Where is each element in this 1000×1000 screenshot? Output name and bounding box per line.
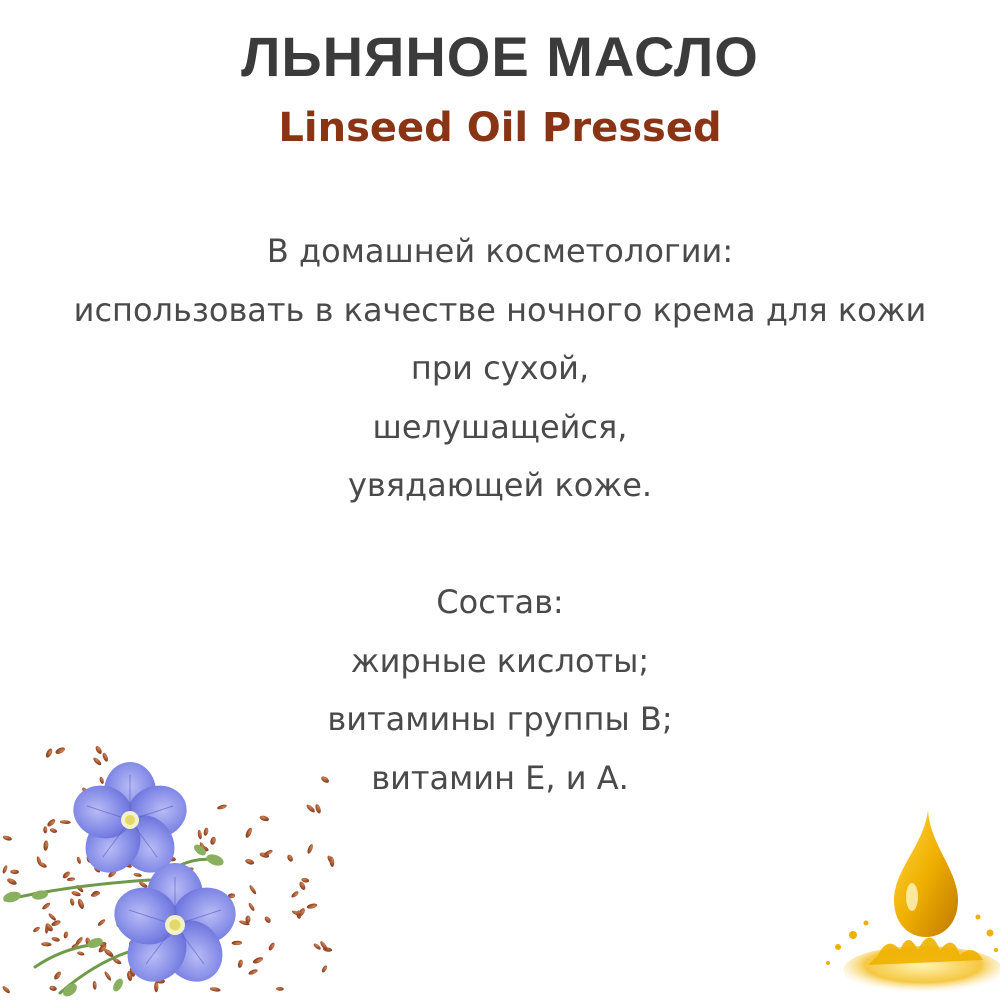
composition-item: витамин Е, и А. <box>371 758 629 797</box>
flax-seed <box>306 843 314 854</box>
flax-seed <box>197 829 202 839</box>
usage-line: использовать в качестве ночного крема для кожи <box>73 290 927 329</box>
flax-seed <box>53 970 62 980</box>
flax-seed <box>10 869 19 874</box>
flax-seed <box>49 827 57 833</box>
composition-heading: Состав: <box>436 583 564 621</box>
flax-seed <box>43 840 49 851</box>
flax-seed <box>286 854 294 863</box>
flax-seed <box>46 818 56 828</box>
flax-seed <box>41 942 52 947</box>
flax-seed <box>314 803 322 814</box>
flax-seed <box>232 941 243 946</box>
flax-seed <box>51 919 62 927</box>
flax-seed <box>54 746 66 755</box>
flax-flowers-and-seeds-image <box>0 735 340 1000</box>
flax-seed <box>48 912 58 921</box>
flax-seed <box>259 815 270 823</box>
flax-seed <box>60 820 71 824</box>
flax-seed <box>51 936 60 942</box>
flax-seed <box>1 985 11 994</box>
flax-seed <box>32 926 40 933</box>
flax-seed <box>306 903 318 910</box>
composition-item: витамины группы В; <box>327 700 673 738</box>
flax-seed <box>209 986 221 992</box>
flax-seed <box>248 884 257 895</box>
usage-line: шелушащейся, <box>372 407 628 446</box>
oil-drop <box>894 810 958 937</box>
flax-seed <box>248 968 259 976</box>
flax-seed <box>76 856 82 864</box>
flax-seed <box>94 745 103 755</box>
flax-seed <box>67 877 76 882</box>
product-title-english: Linseed Oil Pressed <box>278 105 722 151</box>
flax-seed <box>268 942 276 952</box>
flax-seed <box>101 752 109 762</box>
flax-seed <box>97 918 106 927</box>
flax-seed <box>45 748 54 759</box>
usage-heading: В домашней косметологии: <box>266 232 734 270</box>
flax-seed <box>290 890 299 899</box>
flax-seed <box>71 890 81 897</box>
flax-seed <box>43 826 47 833</box>
flax-seed <box>252 956 264 965</box>
composition-item: жирные кислоты; <box>350 641 650 680</box>
flax-seed <box>305 803 316 813</box>
flax-seed <box>63 931 69 939</box>
flax-seed <box>41 902 51 911</box>
flax-seed <box>2 835 12 842</box>
flax-seed <box>313 942 322 950</box>
product-title-russian: ЛЬНЯНОЕ МАСЛО <box>241 25 759 88</box>
flax-seed <box>248 902 256 912</box>
oil-drop-splash-image <box>808 805 1000 1000</box>
flax-seed <box>2 865 9 875</box>
flax-seed <box>92 756 102 766</box>
flax-seed <box>103 970 112 981</box>
flax-seed <box>203 827 209 836</box>
flax-seed <box>92 981 96 990</box>
flax-seed <box>49 985 57 991</box>
flax-seed <box>154 982 158 993</box>
flax-seed <box>217 804 228 811</box>
flax-seed <box>237 959 243 968</box>
flax-seed <box>209 836 216 845</box>
usage-line: при сухой, <box>410 349 590 387</box>
flax-seed <box>276 987 284 991</box>
section-spacer <box>0 515 1000 574</box>
flax-seed <box>133 872 142 877</box>
flax-seed <box>263 915 271 924</box>
flax-seed <box>77 898 86 910</box>
flax-seed <box>321 964 328 973</box>
flax-seed <box>77 951 85 956</box>
flax-seed <box>99 776 105 784</box>
product-description <box>0 222 1000 807</box>
flax-seed <box>6 877 18 886</box>
flax-seed <box>69 898 75 906</box>
usage-line: увядающей коже. <box>347 466 653 504</box>
flax-seed <box>244 827 253 839</box>
flax-seed <box>245 858 255 866</box>
flax-seed <box>320 775 330 784</box>
